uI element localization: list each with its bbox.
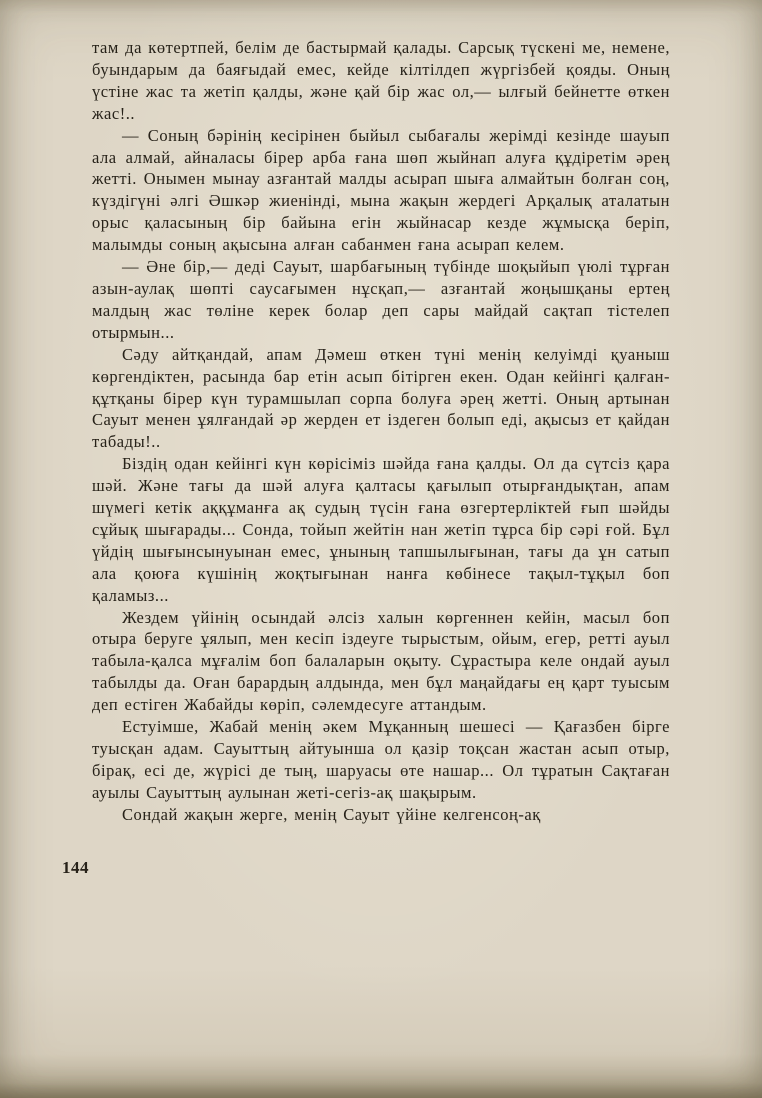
paragraph: — Әне бір,— деді Сауыт, шарбағының түбінде шоқыйып үюлі тұрған азын-аулақ шөпті саусағымен нұсқап,— азғантай жоңышқаны ертең малдың жас төліне керек болар деп сары майдай сақтап тістелеп отырмын...: [92, 257, 670, 342]
paragraph: Сондай жақын жерге, менің Сауыт үйіне келгенсоң-ақ: [122, 804, 541, 824]
paragraph: Біздің одан кейінгі күн көрісіміз шәйда ғана қалды. Ол да сүтсіз қара шәй. Және тағы да шәй алуға қалтасы қағылып отырғандықтан, апам шүмегі кетік аққұманға ақ судың түсін ғана өзгертерліктей ғып шәйды сұйық шығарады... Сонда, тойып жейтін нан жетіп тұрса бір сәрі ғой. Бұл үйдің шығынсынуынан емес, ұнының тапшылығынан, тағы да ұн сатып ала қоюға күшінің жоқтығынан нанға көбінесе тақыл-тұқыл боп қаламыз...: [92, 454, 670, 605]
paragraph: Естуімше, Жабай менің әкем Мұқанның шешесі — Қағазбен бірге туысқан адам. Сауыттың айтуынша ол қазір тоқсан жастан асып отыр, бірақ, есі де, жүрісі де тың, шаруасы өте нашар... Ол тұратын Сақтаған ауылы Сауыттың аулынан жеті-сегіз-ақ шақырым.: [92, 717, 670, 802]
page-text-block: [62, 0, 670, 878]
paragraph: Жездем үйінің осындай әлсіз халын көргеннен кейін, масыл боп отыра беруге ұялып, мен кесіп іздеуге тырыстым, ойым, егер, ретті ауыл табыла-қалса мұғалім боп балаларын оқыту. Сұрастыра келе ондай ауыл табылды да. Оған барардың алдында, мен бұл маңайдағы ең қарт туысым деп естіген Жабайды көріп, сәлемдесуге аттандым.: [92, 607, 670, 715]
paragraph: там да көтертпей, белім де бастырмай қалады. Сарсық түскені ме, немене, буындарым да баяғыдай емес, кейде кілтілдеп жүргізбей қояды. Оның үстіне жас та жетіп қалды, және қай бір жас ол,— ылғый бейнетте өткен жас!..: [92, 38, 670, 123]
paragraph: Сәду айтқандай, апам Дәмеш өткен түні менің келуімді қуаныш көргендіктен, расында бар етін асып бітірген екен. Одан кейінгі қалған-құтқаны бірер күн турамшылап сорпа болуға әрең жетті. Оның артынан Сауыт менен ұялғандай әр жерден ет іздеген болып еді, ақысыз ет қайдан табады!..: [92, 344, 670, 452]
page-number: 144: [62, 857, 89, 877]
paragraph: — Соның бәрінің кесірінен быйыл сыбағалы жерімді кезінде шауып ала алмай, айналасы бірер арба ғана шөп жыйнап алуға құдіретім әрең жетті. Онымен мынау азғантай малды асырап шыға алмайтын болған соң, күздігүні әлгі Әшкәр жиенінді, мына жақын жердегі Арқалық аталатын орыс қаласының бір байына егін жыйнасар кезде жұмысқа беріп, малымды соның ақысына алған сабанмен ғана асырап келем.: [92, 125, 670, 255]
